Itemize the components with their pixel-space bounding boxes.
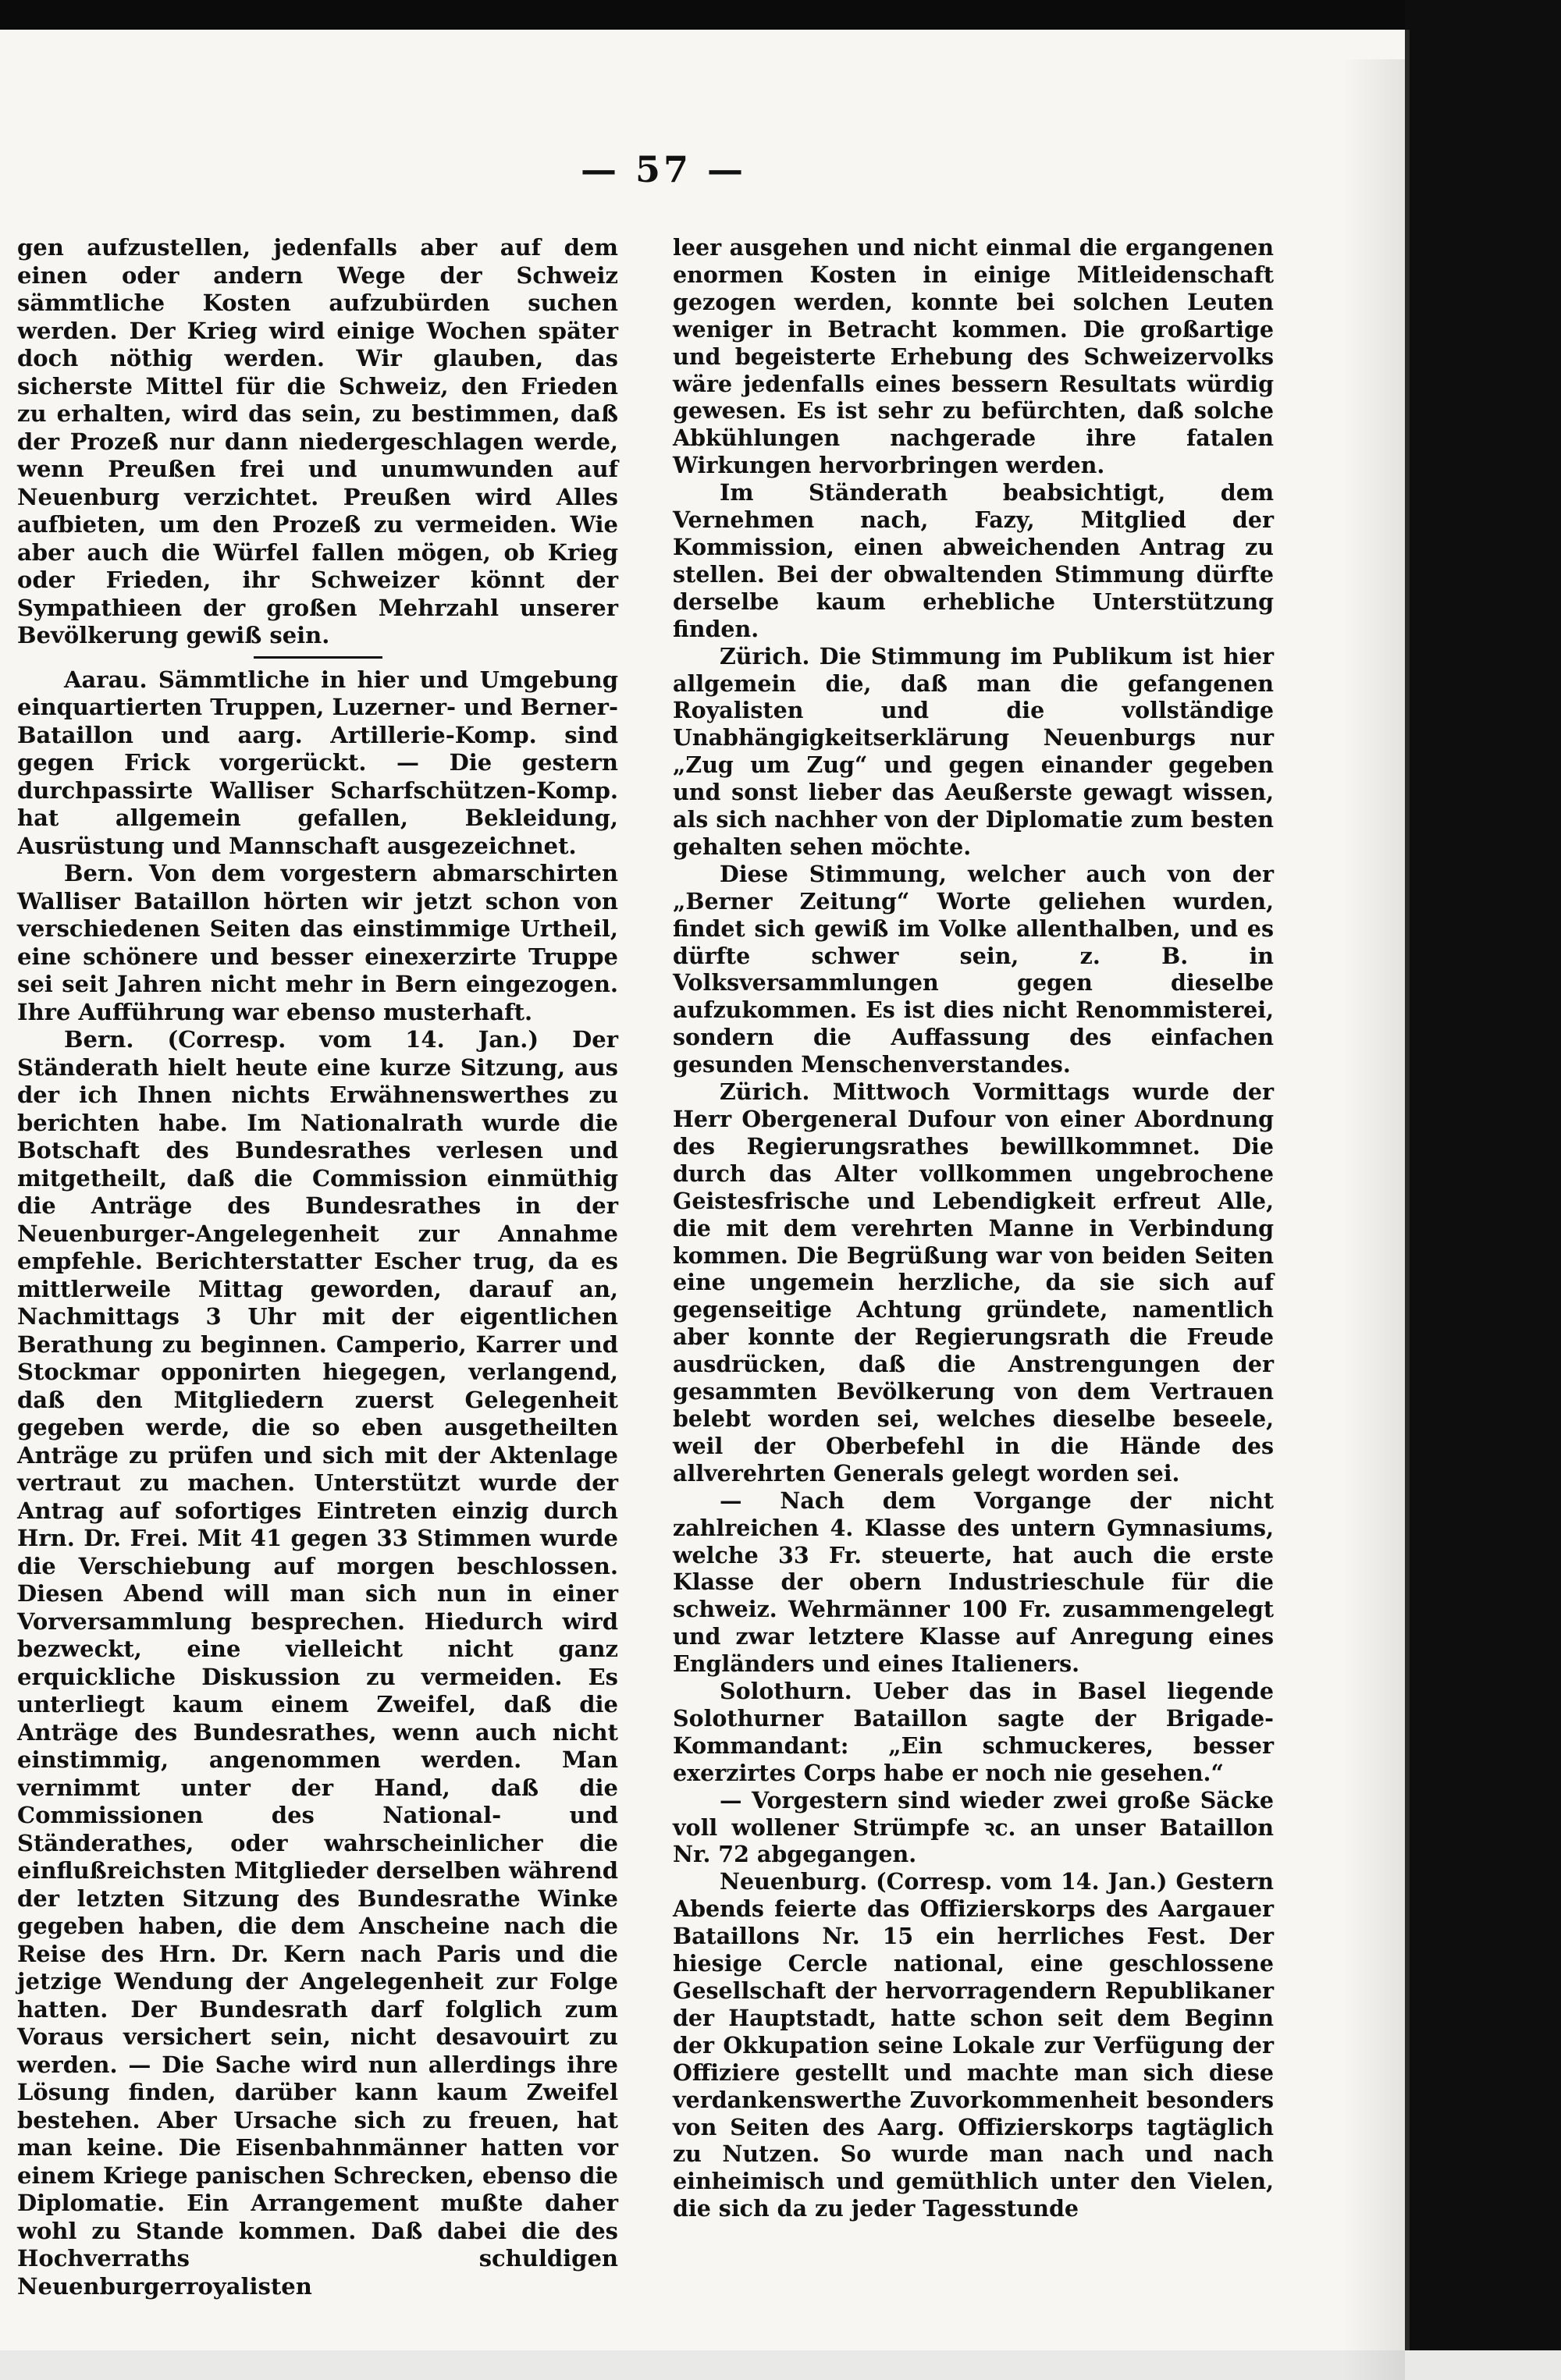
- page-number: — 57 —: [580, 148, 747, 190]
- right-column: [673, 234, 1274, 2222]
- paragraph-solothurn: Solothurn. Ueber das in Basel liegende Solothurner Bataillon sagte der Brigade-Kommandant: „Ein schmuckeres, besser exerzirtes Corps habe er noch nie gesehen.“: [673, 1678, 1274, 1786]
- left-column: [17, 234, 618, 2300]
- paragraph-zuerich-dufour: Zürich. Mittwoch Vormittags wurde der Herr Obergeneral Dufour von einer Abordnung des Regierungsrathes bewillkommnet. Die durch das Alter vollkommen ungebrochene Geistesfrische und Lebendigkeit erfreut Alle, die mit dem verehrten Manne in Verbindung kommen. Die Begrüßung war von beiden Seiten eine ungemein herzliche, da sie sich auf gegenseitige Achtung gründete, namentlich aber konnte der Regierungsrath die Freude ausdrücken, daß die Anstrengungen der gesammten Bevölkerung von dem Vertrauen belebt worden sei, welches dieselbe beseele, weil der Oberbefehl in die Hände des allverehrten Generals gelegt worden sei.: [673, 1078, 1274, 1487]
- paragraph-continuation-right: leer ausgehen und nicht einmal die ergangenen enormen Kosten in einige Mitleidenschaft gezogen werden, konnte bei solchen Leuten weniger in Betracht kommen. Die großartige und begeisterte Erhebung des Schweizervolks wäre jedenfalls eines bessern Resultats würdig gewesen. Es ist sehr zu befürchten, daß solche Abkühlungen nachgerade ihre fatalen Wirkungen hervorbringen werden.: [673, 234, 1274, 479]
- section-divider: [254, 656, 382, 659]
- page-edge-shadow: [1342, 59, 1405, 2380]
- paragraph-berner-zeitung: Diese Stimmung, welcher auch von der „Berner Zeitung“ Worte geliehen wurden, findet sich gewiß im Volke allenthalben, und es dürfte schwer sein, z. B. in Volksversammlungen gegen dieselbe aufzukommen. Es ist dies nicht Renommisterei, sondern die Auffassung des einfachen gesunden Menschenverstandes.: [673, 860, 1274, 1078]
- scanner-background-right: [1405, 0, 1561, 2350]
- paragraph-continuation: gen aufzustellen, jedenfalls aber auf dem einen oder andern Wege der Schweiz sämmtliche Kosten aufzubürden suchen werden. Der Krieg wird einige Wochen später doch nöthig werden. Wir glauben, das sicherste Mittel für die Schweiz, den Frieden zu erhalten, wird das sein, zu bestimmen, daß der Prozeß nur dann niedergeschlagen werde, wenn Preußen frei und unumwunden auf Neuenburg verzichtet. Preußen wird Alles aufbieten, um den Prozeß zu vermeiden. Wie aber auch die Würfel fallen mögen, ob Krieg oder Frieden, ihr Schweizer könnt der Sympathieen der großen Mehrzahl unserer Bevölkerung gewiß sein.: [17, 234, 618, 648]
- paragraph-zuerich-stimmung: Zürich. Die Stimmung im Publikum ist hier allgemein die, daß man die gefangenen Royalisten und die vollständige Unabhängigkeitserklärung Neuenburgs nur „Zug um Zug“ und gegen einander gegeben und sonst lieber das Aeußerste gewagt wissen, als sich nachher von der Diplomatie zum besten gehalten sehen möchte.: [673, 642, 1274, 860]
- paragraph-neuenburg: Neuenburg. (Corresp. vom 14. Jan.) Gestern Abends feierte das Offizierskorps des Aargauer Bataillons Nr. 15 ein herrliches Fest. Der hiesige Cercle national, eine geschlossene Gesellschaft der hervorragendern Republikaner der Hauptstadt, hatte schon seit dem Beginn der Okkupation seine Lokale zur Verfügung der Offiziere gestellt und machte man sich diese verdankenswerthe Zuvorkommenheit besonders von Seiten des Aarg. Offizierskorps tagtäglich zu Nutzen. So wurde man nach und nach einheimisch und gemüthlich unter den Vielen, die sich da zu jeder Tagesstunde: [673, 1868, 1274, 2222]
- paragraph-bern: Bern. Von dem vorgestern abmarschirten Walliser Bataillon hörten wir jetzt schon von verschiedenen Seiten das einstimmige Urtheil, eine schönere und besser einexerzirte Truppe sei seit Jahren nicht mehr in Bern eingezogen. Ihre Aufführung war ebenso musterhaft.: [17, 860, 618, 1025]
- paragraph-bern-corresp: Bern. (Corresp. vom 14. Jan.) Der Ständerath hielt heute eine kurze Sitzung, aus der ich Ihnen nichts Erwähnenswerthes zu berichten habe. Im Nationalrath wurde die Botschaft des Bundesrathes verlesen und mitgetheilt, daß die Commission einmüthig die Anträge des Bundesrathes in der Neuenburger-Angelegenheit zur Annahme empfehle. Berichterstatter Escher trug, da es mittlerweile Mittag geworden, darauf an, Nachmittags 3 Uhr mit der eigentlichen Berathung zu beginnen. Camperio, Karrer und Stockmar opponirten hiegegen, verlangend, daß den Mitgliedern zuerst Gelegenheit gegeben werde, die so eben ausgetheilten Anträge zu prüfen und sich mit der Aktenlage vertraut zu machen. Unterstützt wurde der Antrag auf sofortiges Eintreten einzig durch Hrn. Dr. Frei. Mit 41 gegen 33 Stimmen wurde die Verschiebung auf morgen beschlossen. Diesen Abend will man sich nun in einer Vorversammlung besprechen. Hiedurch wird bezweckt, eine vielleicht nicht ganz erquickliche Diskussion zu vermeiden. Es unterliegt kaum einem Zweifel, daß die Anträge des Bundesrathes, wenn auch nicht einstimmig, angenommen werden. Man vernimmt unter der Hand, daß die Commissionen des National- und Ständerathes, oder wahrscheinlicher die einflußreichsten Mitglieder derselben während der letzten Sitzung des Bundesrathe Winke gegeben haben, die dem Anscheine nach die Reise des Hrn. Dr. Kern nach Paris und die jetzige Wendung der Angelegenheit zur Folge hatten. Der Bundesrath darf folglich zum Voraus versichert sein, nicht desavouirt zu werden. — Die Sache wird nun allerdings ihre Lösung finden, darüber kann kaum Zweifel bestehen. Aber Ursache sich zu freuen, hat man keine. Die Eisenbahnmänner hatten vor einem Kriege panischen Schrecken, ebenso die Diplomatie. Ein Arrangement mußte daher wohl zu Stande kommen. Daß dabei die des Hochverraths schuldigen Neuenburgerroyalisten: [17, 1026, 618, 2300]
- paragraph-straempfe: — Vorgestern sind wieder zwei große Säcke voll wollener Strümpfe ꝛc. an unser Bataillon Nr. 72 abgegangen.: [673, 1786, 1274, 1868]
- paragraph-aarau: Aarau. Sämmtliche in hier und Umgebung einquartierten Truppen, Luzerner- und Berner-Bataillon und aarg. Artillerie-Komp. sind gegen Frick vorgerückt. — Die gestern durchpassirte Walliser Scharfschützen-Komp. hat allgemein gefallen, Bekleidung, Ausrüstung und Mannschaft ausgezeichnet.: [17, 666, 618, 859]
- paragraph-staenderath: Im Ständerath beabsichtigt, dem Vernehmen nach, Fazy, Mitglied der Kommission, einen abweichenden Antrag zu stellen. Bei der obwaltenden Stimmung dürfte derselbe kaum erhebliche Unterstützung finden.: [673, 479, 1274, 642]
- paragraph-gymnasium: — Nach dem Vorgange der nicht zahlreichen 4. Klasse des untern Gymnasiums, welche 33 Fr. steuerte, hat auch die erste Klasse der obern Industrieschule für die schweiz. Wehrmänner 100 Fr. zusammengelegt und zwar letztere Klasse auf Anregung eines Engländers und eines Italieners.: [673, 1487, 1274, 1678]
